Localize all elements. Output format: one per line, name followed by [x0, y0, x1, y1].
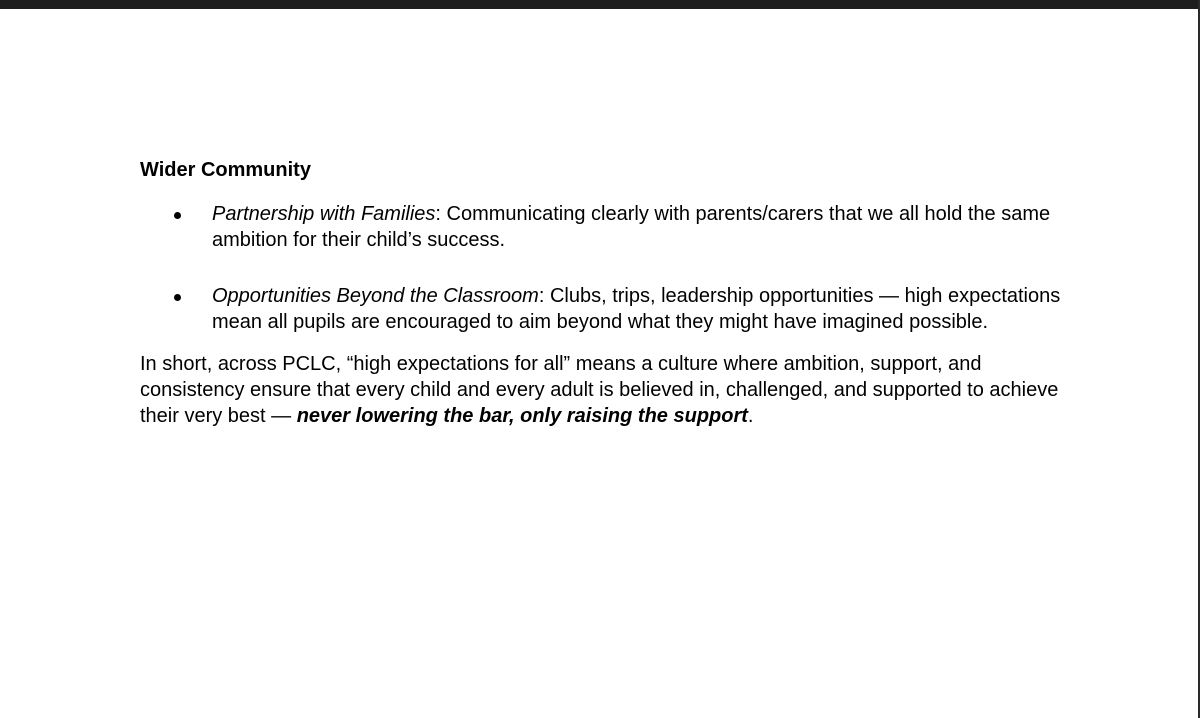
bullet-item-partnership: [140, 201, 1080, 253]
summary-lead: In short, across PCLC, “high expectations for all” means a culture where ambition, support, and consistency ensure that every child and every adult is believed in, challenged, and supported to achieve their very best —: [140, 353, 1059, 427]
document-content: [140, 157, 1080, 429]
bullet-item-opportunities: [140, 283, 1080, 335]
bullet-dot-icon: [174, 294, 181, 301]
bullet-term: Opportunities Beyond the Classroom: [212, 285, 539, 307]
summary-end: .: [747, 405, 754, 427]
document-page: [0, 9, 1198, 718]
bullet-list: [140, 201, 1080, 335]
summary-emphasis: never lowering the bar, only raising the support: [296, 405, 748, 427]
bullet-dot-icon: [174, 212, 181, 219]
bullet-text: : Clubs, trips, leadership opportunities — high expectations mean all pupils are encouraged to aim beyond what they might have imagined possible.: [212, 285, 1061, 333]
section-heading: Wider Community: [140, 159, 311, 181]
bullet-text: : Communicating clearly with parents/carers that we all hold the same ambition for their child’s success.: [212, 203, 1051, 251]
window-top-bar: [0, 0, 1200, 9]
summary-paragraph: [140, 351, 1080, 429]
bullet-term: Partnership with Families: [212, 203, 436, 225]
